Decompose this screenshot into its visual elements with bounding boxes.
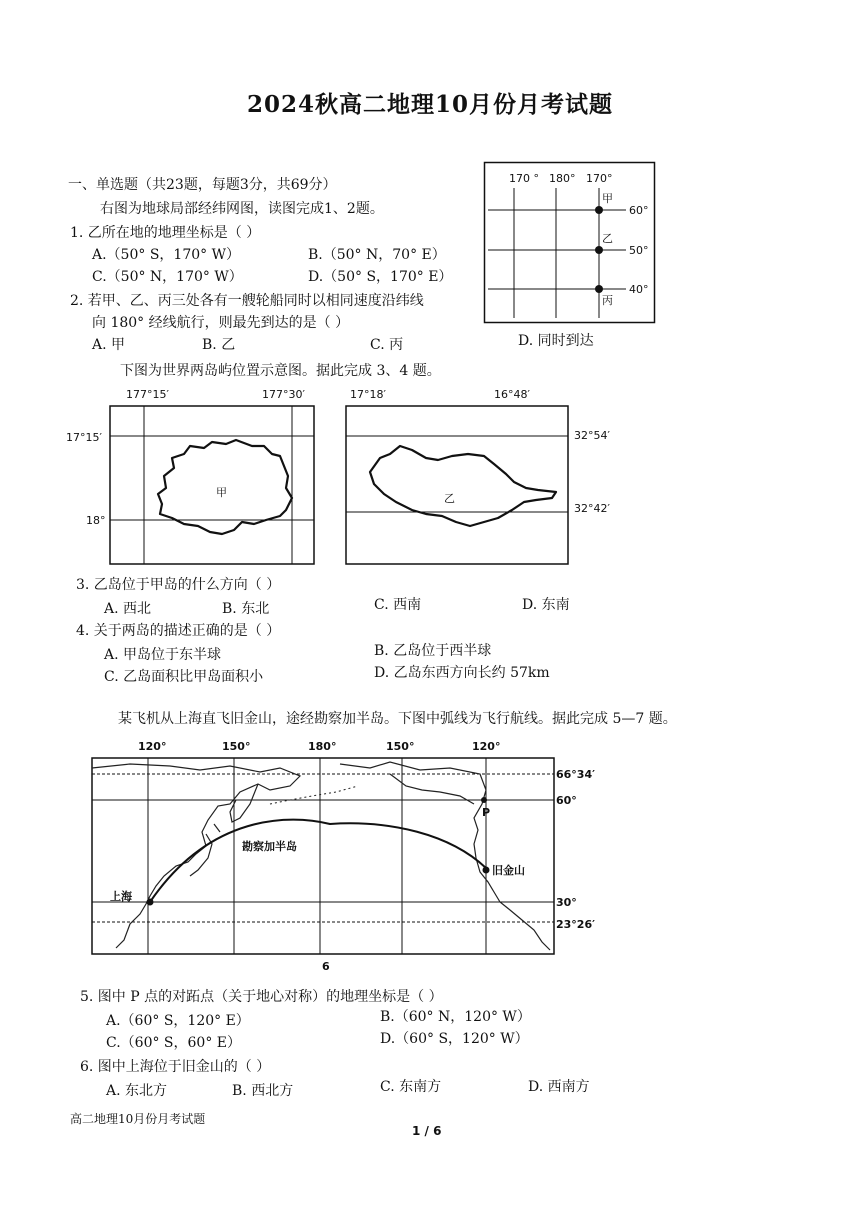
q5-option-b: B.（60° N，120° W） <box>380 1009 531 1025</box>
q4-option-d: D. 乙岛东西方向长约 57km <box>374 665 550 681</box>
q6-option-a: A. 东北方 <box>106 1083 168 1099</box>
fig1-lon-170w: 170 ° <box>509 172 539 185</box>
q3-option-b: B. 东北 <box>222 601 270 617</box>
map-lat-30: 30° <box>556 896 577 909</box>
asia-coastline <box>92 764 300 948</box>
q2-stem-line1: 2. 若甲、乙、丙三处各有一艘轮船同时以相同速度沿纬线 <box>70 293 424 309</box>
point-jia <box>595 206 603 214</box>
island-jia-label: 甲 <box>216 486 227 499</box>
yi-lon-right: 16°48′ <box>494 388 530 401</box>
map-lat-arctic: 66°34′ <box>556 768 596 781</box>
q6-option-d: D. 西南方 <box>528 1079 590 1095</box>
q4-option-c: C. 乙岛面积比甲岛面积小 <box>104 669 264 685</box>
map-lon-180: 180° <box>308 740 337 753</box>
jia-lon-left: 177°15′ <box>126 388 169 401</box>
label-bing: 丙 <box>602 294 613 307</box>
intro-q1-2: 右图为地球局部经纬网图，读图完成1、2题。 <box>100 201 384 217</box>
label-yi: 乙 <box>602 232 613 245</box>
aleutian-islands <box>270 786 358 804</box>
point-yi <box>595 246 603 254</box>
intro-q5-7: 某飞机从上海直飞旧金山，途经勘察加半岛。下图中弧线为飞行航线。据此完成 5—7 题。 <box>118 711 677 727</box>
map-lon-150w: 150° <box>386 740 415 753</box>
island-yi-label: 乙 <box>444 492 455 505</box>
yi-lon-left: 17°18′ <box>350 388 386 401</box>
q3-option-d: D. 东南 <box>522 597 570 613</box>
intro-q3-4: 下图为世界两岛屿位置示意图。据此完成 3、4 题。 <box>120 363 441 379</box>
point-bing <box>595 285 603 293</box>
fig1-lat-50: 50° <box>629 244 649 257</box>
flight-route-map <box>90 734 610 972</box>
label-jia: 甲 <box>602 192 613 205</box>
q3-option-c: C. 西南 <box>374 597 422 613</box>
jia-lat-top: 17°15′ <box>66 431 102 444</box>
q5-stem: 5. 图中 P 点的对跖点（关于地心对称）的地理坐标是（ ） <box>80 989 443 1005</box>
island-yi-outline <box>370 446 556 526</box>
q2-option-a: A. 甲 <box>92 337 126 353</box>
yi-lat-bottom: 32°42′ <box>574 502 610 515</box>
fig1-lat-40: 40° <box>629 283 649 296</box>
graticule-figure <box>484 162 656 324</box>
islands-figure <box>66 384 626 568</box>
q5-option-a: A.（60° S，120° E） <box>106 1013 250 1029</box>
q1-option-b: B.（50° N，70° E） <box>308 247 446 263</box>
section-heading: 一、单选题（共23题，每题3分，共69分） <box>68 177 337 193</box>
q3-option-a: A. 西北 <box>104 601 152 617</box>
q1-option-a: A.（50° S，170° W） <box>92 247 240 263</box>
q6-option-c: C. 东南方 <box>380 1079 442 1095</box>
q6-option-b: B. 西北方 <box>232 1083 294 1099</box>
label-p: P <box>482 806 491 819</box>
fig1-lon-170e: 170° <box>586 172 613 185</box>
japan-islands <box>190 824 220 876</box>
q2-option-c: C. 丙 <box>370 337 404 353</box>
map-lat-tropic: 23°26′ <box>556 918 596 931</box>
fig1-lon-180: 180° <box>549 172 576 185</box>
jia-lon-right: 177°30′ <box>262 388 305 401</box>
page-number: 1 / 6 <box>412 1124 442 1138</box>
yi-lat-top: 32°54′ <box>574 429 610 442</box>
q4-option-b: B. 乙岛位于西半球 <box>374 643 492 659</box>
san-francisco-point <box>483 867 490 874</box>
q4-stem: 4. 关于两岛的描述正确的是（ ） <box>76 623 281 639</box>
q3-stem: 3. 乙岛位于甲岛的什么方向（ ） <box>76 577 281 593</box>
q5-option-d: D.（60° S，120° W） <box>380 1031 529 1047</box>
footer-title: 高二地理10月份月考试题 <box>70 1112 206 1126</box>
q1-option-d: D.（50° S，170° E） <box>308 269 453 285</box>
q1-stem: 1. 乙所在地的地理坐标是（ ） <box>70 225 261 241</box>
q5-option-c: C.（60° S，60° E） <box>106 1035 242 1051</box>
fig1-lat-60: 60° <box>629 204 649 217</box>
page-title: 2024秋高二地理10月份月考试题 <box>246 91 614 118</box>
label-shanghai: 上海 <box>110 890 132 903</box>
map-lat-60: 60° <box>556 794 577 807</box>
flight-route-arc <box>150 820 486 902</box>
jia-lat-bottom: 18° <box>86 514 106 527</box>
q1-option-c: C.（50° N，170° W） <box>92 269 243 285</box>
q4-option-a: A. 甲岛位于东半球 <box>104 647 222 663</box>
label-kamchatka: 勘察加半岛 <box>242 840 297 853</box>
point-p <box>481 797 487 803</box>
q6-stem: 6. 图中上海位于旧金山的（ ） <box>80 1059 271 1075</box>
map-lon-120w: 120° <box>472 740 501 753</box>
label-san-francisco: 旧金山 <box>492 864 525 877</box>
map-lon-150e: 150° <box>222 740 251 753</box>
q2-stem-line2: 向 180° 经线航行，则最先到达的是（ ） <box>92 315 350 331</box>
shanghai-point <box>147 899 154 906</box>
map-bottom-mark: 6 <box>322 960 330 973</box>
q2-option-b: B. 乙 <box>202 337 236 353</box>
map-lon-120e: 120° <box>138 740 167 753</box>
q2-option-d: D. 同时到达 <box>518 333 594 349</box>
